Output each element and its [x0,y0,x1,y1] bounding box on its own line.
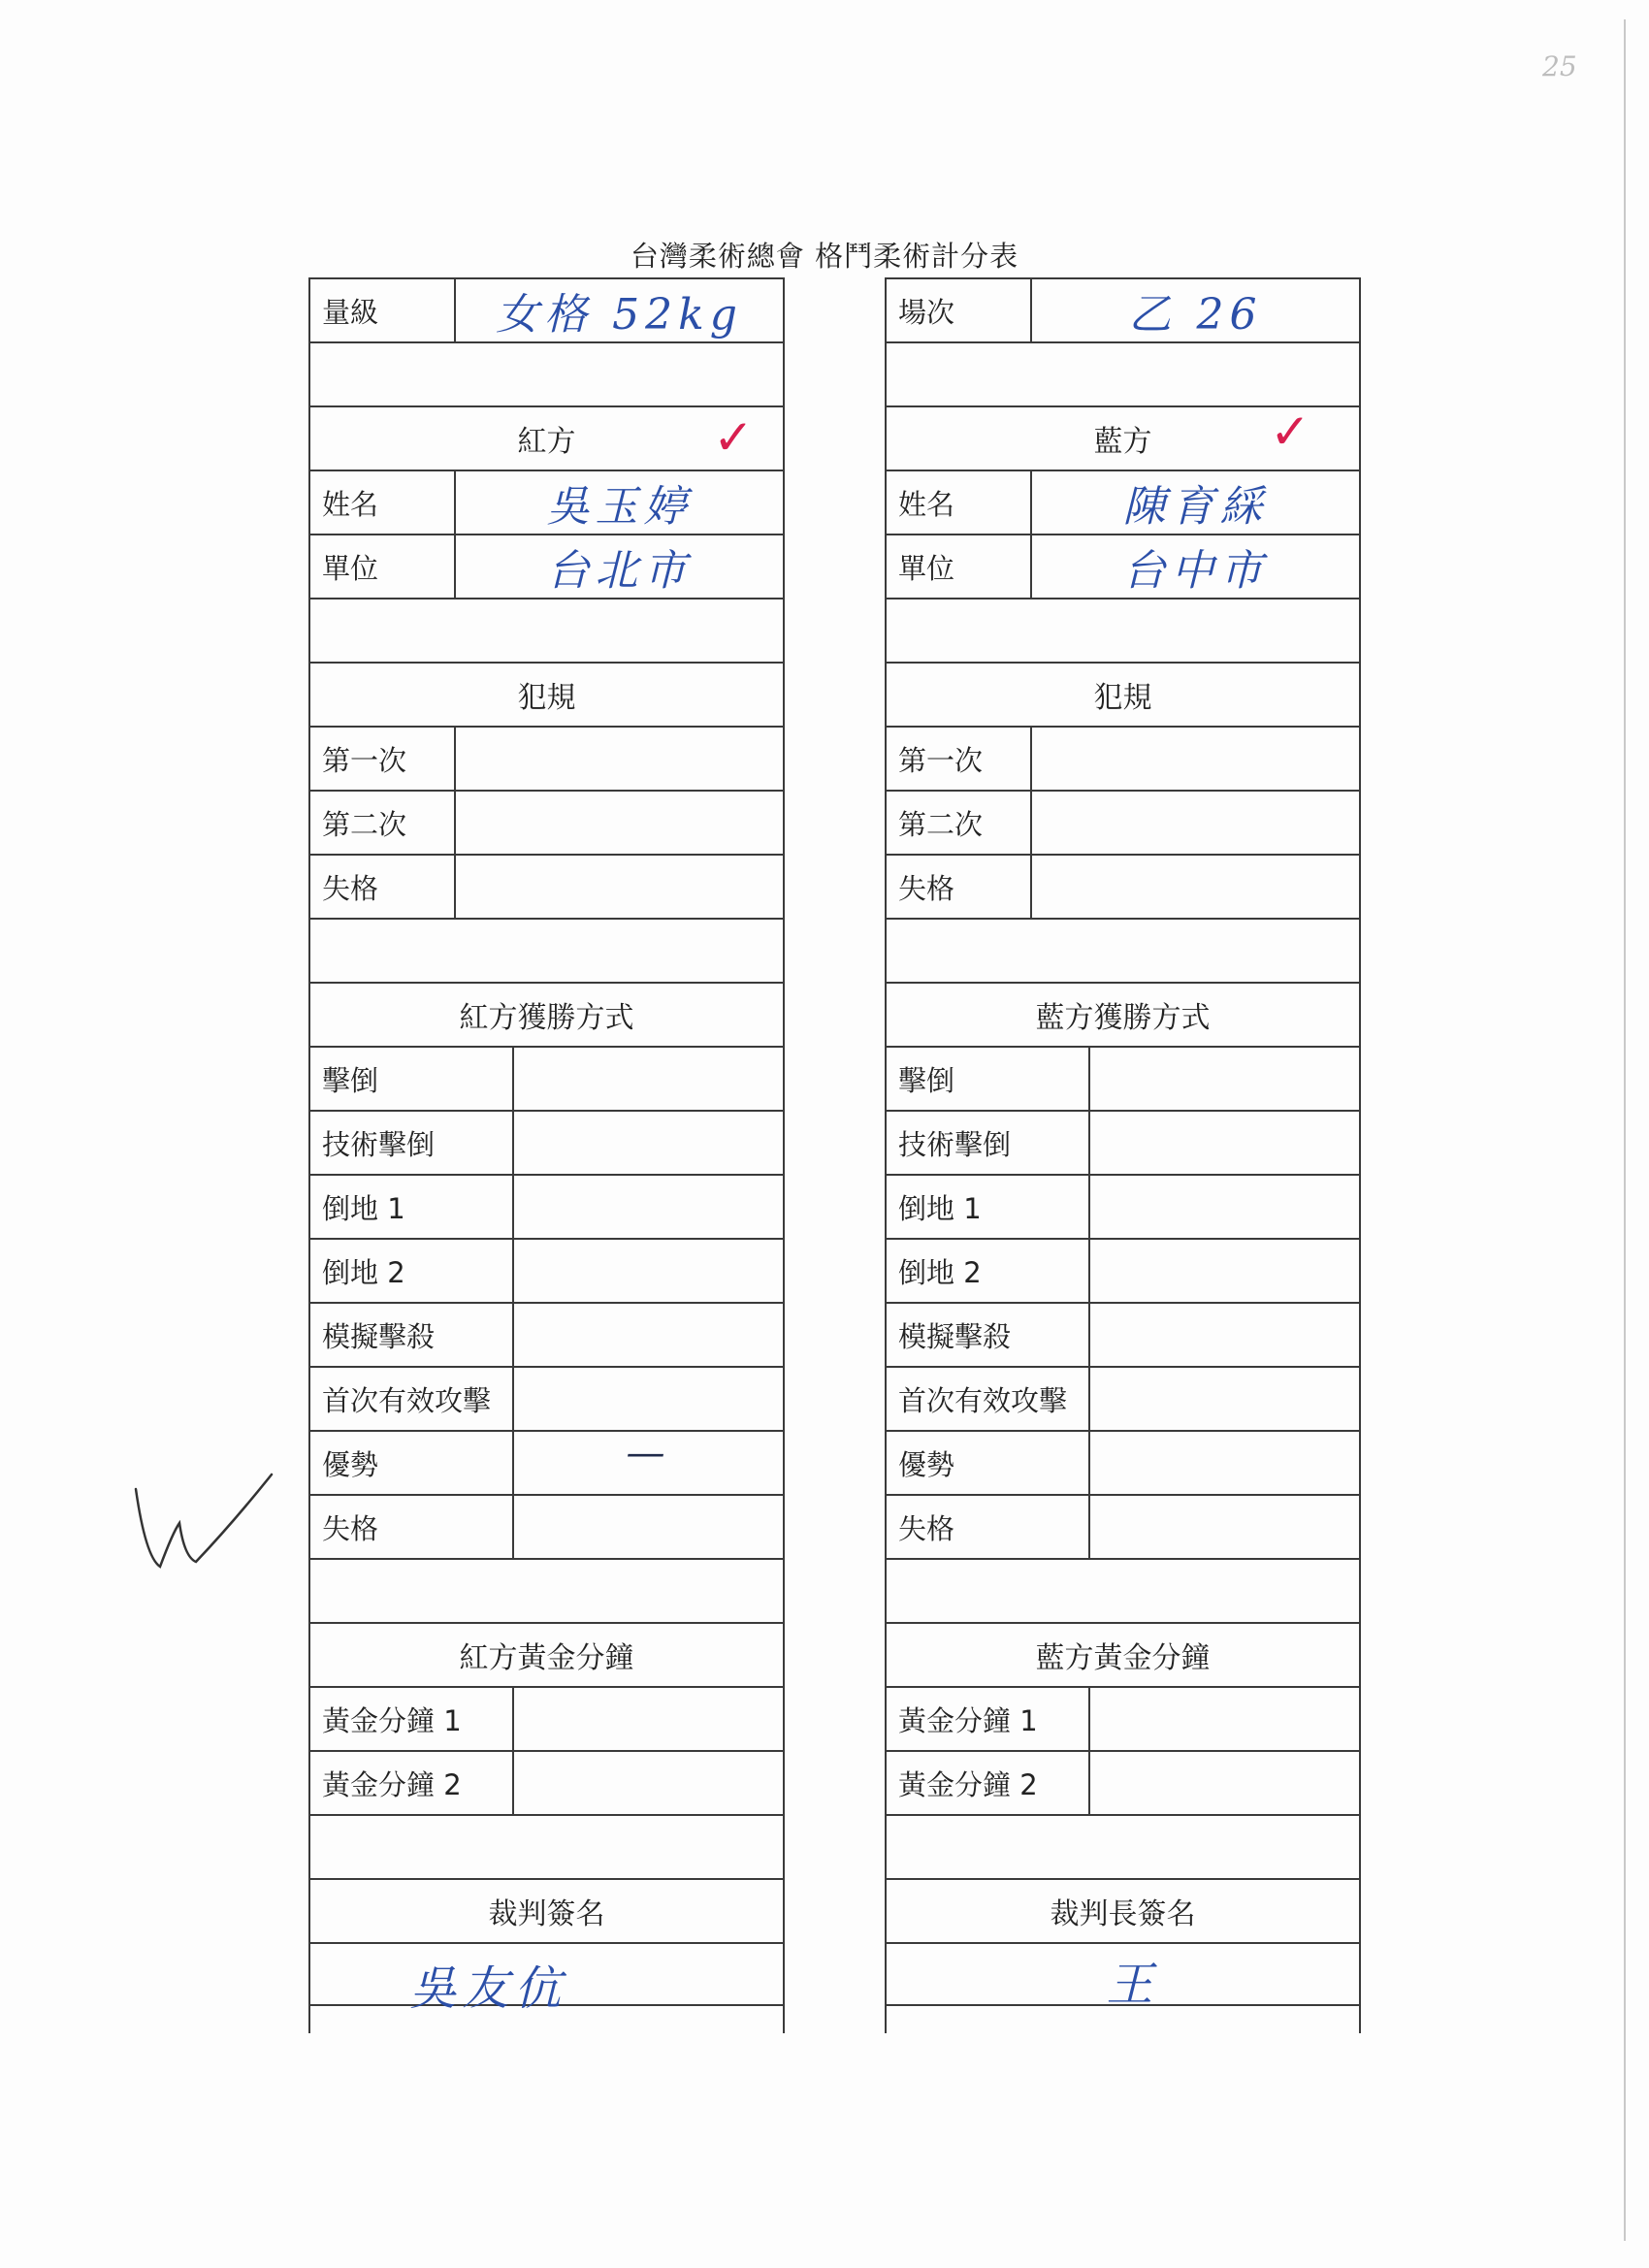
corner-page-mark: 25 [1542,50,1577,82]
red-advantage-field[interactable] [514,1432,783,1494]
red-win-method-label: 優勢 [310,1432,514,1494]
blue-win-method-field[interactable] [1090,1240,1359,1302]
referee-signature-title: 裁判簽名 [488,1897,605,1931]
red-win-method-row [310,1302,783,1366]
spacer-row [887,598,1359,662]
red-winner-check-mark: ✓ [713,409,754,466]
referee-signature-field[interactable] [310,1944,783,2016]
red-win-method-field[interactable] [514,1048,783,1110]
spacer-row [887,1814,1359,1878]
blue-win-method-row [887,1366,1359,1430]
blue-win-method-header [887,982,1359,1046]
blue-side-header [887,405,1359,470]
blue-win-method-row [887,1302,1359,1366]
blue-fouls-header [887,662,1359,726]
red-win-method-label: 失格 [310,1496,514,1558]
weight-class-field[interactable] [456,279,783,341]
spacer-row [310,1814,783,1878]
blue-golden-label: 黃金分鐘 2 [887,1752,1090,1814]
red-golden-header [310,1622,783,1686]
blue-golden-field[interactable] [1090,1688,1359,1750]
blue-foul-label: 第二次 [887,792,1032,854]
red-win-method-label: 首次有效攻擊 [310,1368,514,1430]
margin-w-mark [126,1465,281,1581]
red-win-method-label: 擊倒 [310,1048,514,1110]
bout-label: 場次 [887,279,1032,341]
red-advantage-mark: — [626,1431,671,1475]
blue-name-row [887,470,1359,534]
blue-golden-row [887,1686,1359,1750]
blue-win-method-label: 技術擊倒 [887,1112,1090,1174]
bout-row [887,277,1359,341]
red-foul-label: 失格 [310,856,456,918]
red-side-header [310,405,783,470]
red-win-method-label: 倒地 1 [310,1176,514,1238]
bout-value: 乙 26 [1128,290,1263,340]
red-win-method-row [310,1110,783,1174]
red-golden-label: 黃金分鐘 2 [310,1752,514,1814]
red-win-method-header [310,982,783,1046]
blue-unit-field[interactable] [1032,535,1359,598]
red-win-method-field[interactable] [514,1496,783,1558]
red-golden-field[interactable] [514,1752,783,1814]
referee-signature-row [310,1942,783,2016]
chief-referee-signature-title: 裁判長簽名 [1050,1897,1196,1931]
blue-win-method-row [887,1046,1359,1110]
blue-winner-check-mark: ✓ [1270,404,1310,460]
red-unit-field[interactable] [456,535,783,598]
red-foul-field[interactable] [456,856,783,918]
blue-golden-title: 藍方黃金分鐘 [1035,1641,1211,1675]
blue-win-method-row [887,1430,1359,1494]
chief-referee-signature-field[interactable] [887,1944,1359,2012]
red-win-method-field[interactable] [514,1112,783,1174]
blue-win-method-field[interactable] [1090,1304,1359,1366]
weight-class-value: 女格 52kg [496,290,743,340]
red-name-value: 吳玉婷 [546,482,693,532]
red-win-method-title: 紅方獲勝方式 [459,1001,634,1035]
blue-win-method-field[interactable] [1090,1176,1359,1238]
red-foul-label: 第二次 [310,792,456,854]
spacer-row [310,918,783,982]
spacer-row [310,341,783,405]
blue-win-method-row [887,1174,1359,1238]
red-win-method-row [310,1174,783,1238]
blue-win-method-label: 優勢 [887,1432,1090,1494]
blue-win-method-row [887,1494,1359,1558]
red-win-method-field[interactable] [514,1176,783,1238]
blue-golden-label: 黃金分鐘 1 [887,1688,1090,1750]
blue-foul-field[interactable] [1032,856,1359,918]
red-foul-row-3 [310,854,783,918]
red-side-title: 紅方 [517,425,576,459]
blue-golden-header [887,1622,1359,1686]
referee-signature-value: 吳友伉 [409,1960,567,2016]
blue-foul-label: 第一次 [887,728,1032,790]
red-win-method-label: 模擬擊殺 [310,1304,514,1366]
chief-referee-signature-value: 王 [1106,1957,1159,2012]
spacer-row [310,598,783,662]
blue-fouls-title: 犯規 [1093,681,1152,715]
page-edge [1624,19,1626,2241]
red-fouls-title: 犯規 [517,681,576,715]
red-unit-value: 台北市 [546,546,693,596]
red-unit-row [310,534,783,598]
blue-win-method-label: 模擬擊殺 [887,1304,1090,1366]
red-win-method-field[interactable] [514,1304,783,1366]
blue-win-method-row [887,1110,1359,1174]
blue-win-method-label: 倒地 2 [887,1240,1090,1302]
blue-unit-value: 台中市 [1122,546,1269,596]
blue-win-method-field[interactable] [1090,1368,1359,1430]
red-foul-field[interactable] [456,792,783,854]
spacer-row [887,1558,1359,1622]
spacer-row [887,341,1359,405]
weight-class-row [310,277,783,341]
blue-win-method-label: 失格 [887,1496,1090,1558]
blue-name-label: 姓名 [887,471,1032,534]
red-name-field[interactable] [456,471,783,534]
blue-side-title: 藍方 [1093,425,1152,459]
score-sheet-grid [308,277,1361,2033]
referee-signature-header [310,1878,783,1942]
red-name-label: 姓名 [310,471,456,534]
blue-name-value: 陳育綵 [1122,482,1269,532]
blue-win-method-label: 擊倒 [887,1048,1090,1110]
blue-foul-field[interactable] [1032,792,1359,854]
red-win-method-row [310,1494,783,1558]
blue-foul-row-1 [887,726,1359,790]
blue-unit-row [887,534,1359,598]
red-column [308,277,785,2033]
blue-golden-field[interactable] [1090,1752,1359,1814]
red-golden-title: 紅方黃金分鐘 [459,1641,634,1675]
chief-referee-signature-header [887,1878,1359,1942]
red-win-method-field[interactable] [514,1368,783,1430]
blue-column [885,277,1361,2033]
blue-win-method-label: 首次有效攻擊 [887,1368,1090,1430]
blue-win-method-field[interactable] [1090,1048,1359,1110]
red-foul-field[interactable] [456,728,783,790]
red-win-method-row [310,1430,783,1494]
blue-foul-row-2 [887,790,1359,854]
red-win-method-row [310,1046,783,1110]
blue-unit-label: 單位 [887,535,1032,598]
red-name-row [310,470,783,534]
blue-golden-row [887,1750,1359,1814]
blue-win-method-label: 倒地 1 [887,1176,1090,1238]
chief-referee-signature-row [887,1942,1359,2012]
blue-foul-label: 失格 [887,856,1032,918]
blue-win-method-title: 藍方獲勝方式 [1035,1001,1211,1035]
red-unit-label: 單位 [310,535,456,598]
red-win-method-field[interactable] [514,1240,783,1302]
red-golden-row [310,1750,783,1814]
spacer-row [887,918,1359,982]
blue-name-field[interactable] [1032,471,1359,534]
blue-win-method-row [887,1238,1359,1302]
red-win-method-label: 技術擊倒 [310,1112,514,1174]
weight-class-label: 量級 [310,279,456,341]
document-title: 台灣柔術總會 格鬥柔術計分表 [630,240,1019,273]
red-golden-field[interactable] [514,1688,783,1750]
red-foul-label: 第一次 [310,728,456,790]
red-golden-row [310,1686,783,1750]
bout-field[interactable] [1032,279,1359,341]
blue-foul-field[interactable] [1032,728,1359,790]
blue-win-method-field[interactable] [1090,1496,1359,1558]
blue-win-method-field[interactable] [1090,1432,1359,1494]
red-golden-label: 黃金分鐘 1 [310,1688,514,1750]
red-foul-row-1 [310,726,783,790]
red-win-method-row [310,1238,783,1302]
red-win-method-label: 倒地 2 [310,1240,514,1302]
blue-win-method-field[interactable] [1090,1112,1359,1174]
spacer-row [310,1558,783,1622]
red-win-method-row [310,1366,783,1430]
blue-foul-row-3 [887,854,1359,918]
red-fouls-header [310,662,783,726]
red-foul-row-2 [310,790,783,854]
